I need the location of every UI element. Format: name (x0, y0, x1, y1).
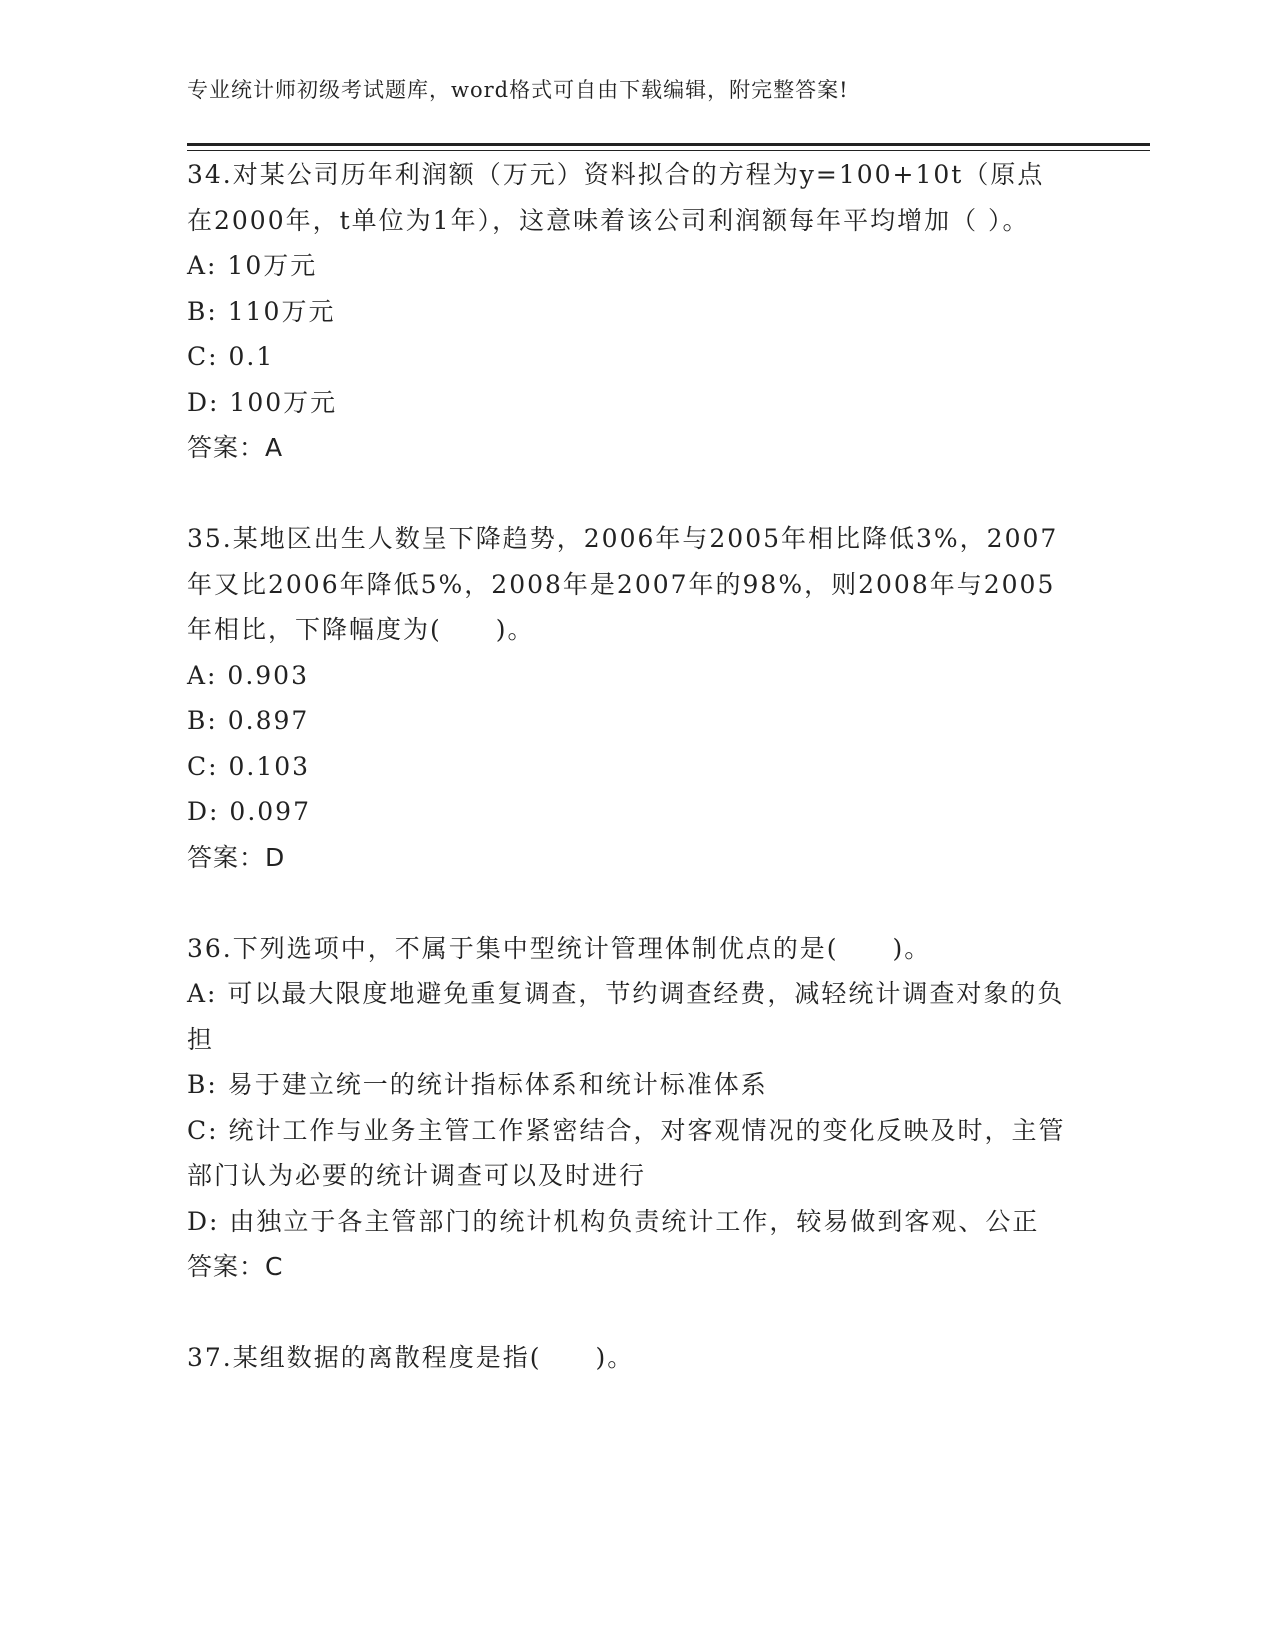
question-list (187, 152, 1067, 1381)
option-c: C: 0.1 (187, 342, 275, 371)
option-d: D: 0.097 (187, 797, 311, 826)
question-34 (187, 152, 1067, 471)
header-rule-thick (187, 143, 1150, 146)
spacer (187, 1290, 1067, 1336)
option-a: A: 10万元 (187, 251, 318, 280)
option-b: B: 易于建立统一的统计指标体系和统计标准体系 (187, 1070, 768, 1099)
option-c: C: 统计工作与业务主管工作紧密结合，对客观情况的变化反映及时，主管部门认为必要的统计调查可以及时进行 (187, 1115, 1066, 1190)
question-35 (187, 516, 1067, 880)
question-stem: 36.下列选项中，不属于集中型统计管理体制优点的是( )。 (187, 933, 932, 963)
question-stem: 34.对某公司历年利润额（万元）资料拟合的方程为y=100+10t（原点在2000年，t单位为1年），这意味着该公司利润额每年平均增加（ ）。 (187, 160, 1045, 235)
option-c: C: 0.103 (187, 751, 311, 781)
spacer (187, 471, 1067, 517)
question-stem: 35.某地区出生人数呈下降趋势，2006年与2005年相比降低3%，2007年又比2006年降低5%，2008年是2007年的98%，则2008年与2005年相比，下降幅度为( )。 (187, 524, 1059, 644)
question-stem: 37.某组数据的离散程度是指( )。 (187, 1343, 635, 1372)
answer-line: 答案：C (187, 1252, 284, 1281)
answer-line: 答案：A (187, 433, 284, 462)
answer-line: 答案：D (187, 842, 286, 872)
option-a: A: 可以最大限度地避免重复调查，节约调查经费，减轻统计调查对象的负担 (187, 979, 1065, 1054)
option-d: D: 由独立于各主管部门的统计机构负责统计工作，较易做到客观、公正 (187, 1206, 1040, 1236)
option-a: A: 0.903 (187, 660, 309, 690)
option-b: B: 0.897 (187, 706, 310, 735)
header-rule-thin (187, 150, 1150, 151)
question-37 (187, 1335, 1067, 1381)
page-header: 专业统计师初级考试题库，word格式可自由下载编辑，附完整答案! (187, 78, 849, 102)
spacer (187, 880, 1067, 926)
question-36 (187, 926, 1067, 1290)
option-b: B: 110万元 (187, 296, 336, 326)
option-d: D: 100万元 (187, 387, 338, 417)
